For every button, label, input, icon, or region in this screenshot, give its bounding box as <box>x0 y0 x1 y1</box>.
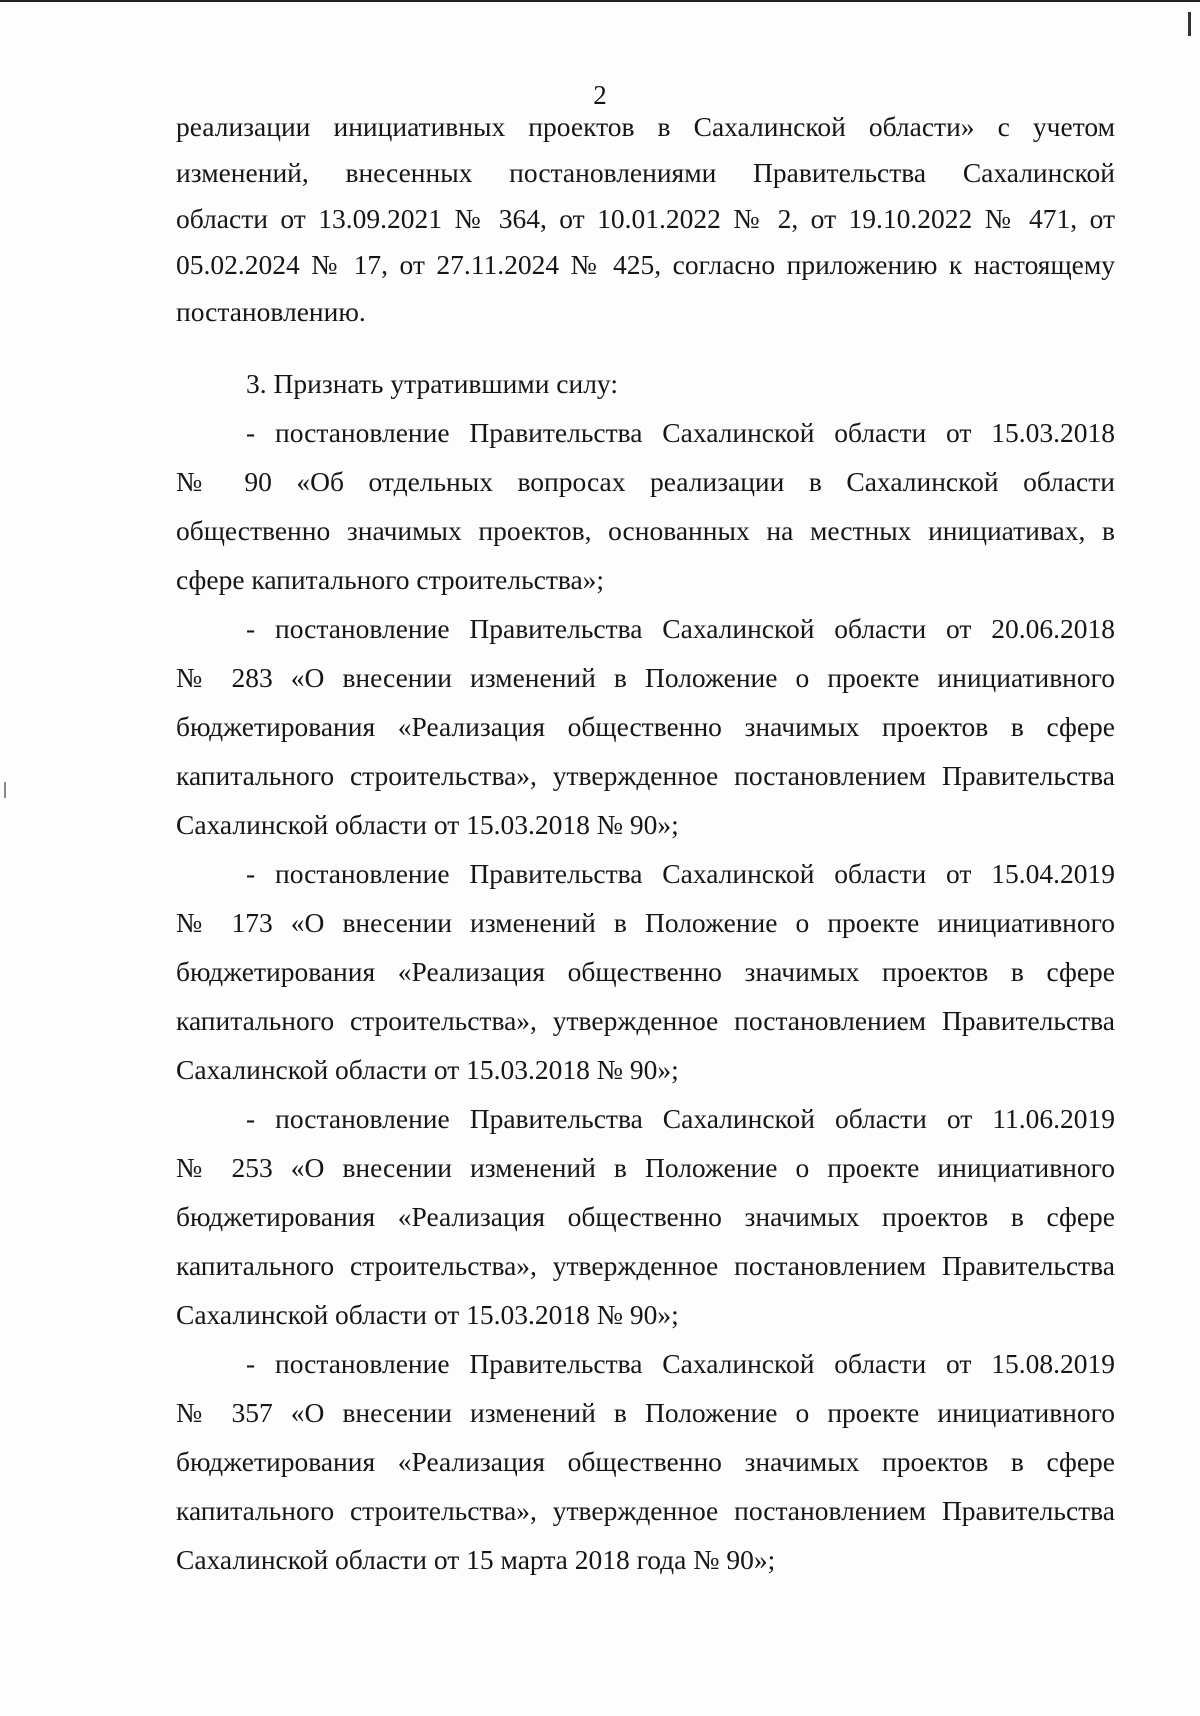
text-line: области от 13.09.2021 № 364, от 10.01.2022 № 2, от 19.10.2022 № 471, от <box>176 203 1115 234</box>
text-line: бюджетирования «Реализация общественно значимых проектов в сфере <box>176 956 1115 987</box>
text-line: № 90 «Об отдельных вопросах реализации в Сахалинской области <box>176 466 1115 497</box>
text-line: № 253 «О внесении изменений в Положение о проекте инициативного <box>176 1152 1115 1183</box>
list-item-first-line: - постановление Правительства Сахалинской области от 15.03.2018 <box>246 417 1115 448</box>
text-line: капитального строительства», утвержденное постановлением Правительства <box>176 1495 1115 1526</box>
text-line: капитального строительства», утвержденное постановлением Правительства <box>176 1005 1115 1036</box>
text-line: Сахалинской области от 15.03.2018 № 90»; <box>176 1299 679 1330</box>
text-line: № 173 «О внесении изменений в Положение о проекте инициативного <box>176 907 1115 938</box>
section-heading: 3. Признать утратившими силу: <box>246 368 618 399</box>
text-line: капитального строительства», утвержденное постановлением Правительства <box>176 760 1115 791</box>
text-line: № 357 «О внесении изменений в Положение о проекте инициативного <box>176 1397 1115 1428</box>
text-line: постановлению. <box>176 296 366 327</box>
scan-edge-mark <box>1188 12 1191 36</box>
text-line: бюджетирования «Реализация общественно значимых проектов в сфере <box>176 1446 1115 1477</box>
list-item-first-line: - постановление Правительства Сахалинской области от 15.08.2019 <box>246 1348 1115 1379</box>
text-line: капитального строительства», утвержденное постановлением Правительства <box>176 1250 1115 1281</box>
text-line: реализации инициативных проектов в Сахалинской области» с учетом <box>176 111 1115 142</box>
page-number: 2 <box>593 80 607 110</box>
list-item-first-line: - постановление Правительства Сахалинской области от 11.06.2019 <box>246 1103 1115 1134</box>
text-line: 05.02.2024 № 17, от 27.11.2024 № 425, согласно приложению к настоящему <box>176 249 1115 280</box>
text-line: Сахалинской области от 15.03.2018 № 90»; <box>176 809 679 840</box>
text-line: № 283 «О внесении изменений в Положение о проекте инициативного <box>176 662 1115 693</box>
text-line: бюджетирования «Реализация общественно значимых проектов в сфере <box>176 1201 1115 1232</box>
list-item-first-line: - постановление Правительства Сахалинской области от 15.04.2019 <box>246 858 1115 889</box>
text-line: бюджетирования «Реализация общественно значимых проектов в сфере <box>176 711 1115 742</box>
list-item-first-line: - постановление Правительства Сахалинской области от 20.06.2018 <box>246 613 1115 644</box>
text-line: изменений, внесенных постановлениями Правительства Сахалинской <box>176 157 1115 188</box>
text-line: сфере капитального строительства»; <box>176 564 605 595</box>
text-line: Сахалинской области от 15.03.2018 № 90»; <box>176 1054 679 1085</box>
top-edge-line <box>0 0 1200 2</box>
text-line: общественно значимых проектов, основанных на местных инициативах, в <box>176 515 1115 546</box>
text-line: Сахалинской области от 15 марта 2018 года № 90»; <box>176 1544 776 1575</box>
scan-edge-mark-left <box>4 782 6 798</box>
